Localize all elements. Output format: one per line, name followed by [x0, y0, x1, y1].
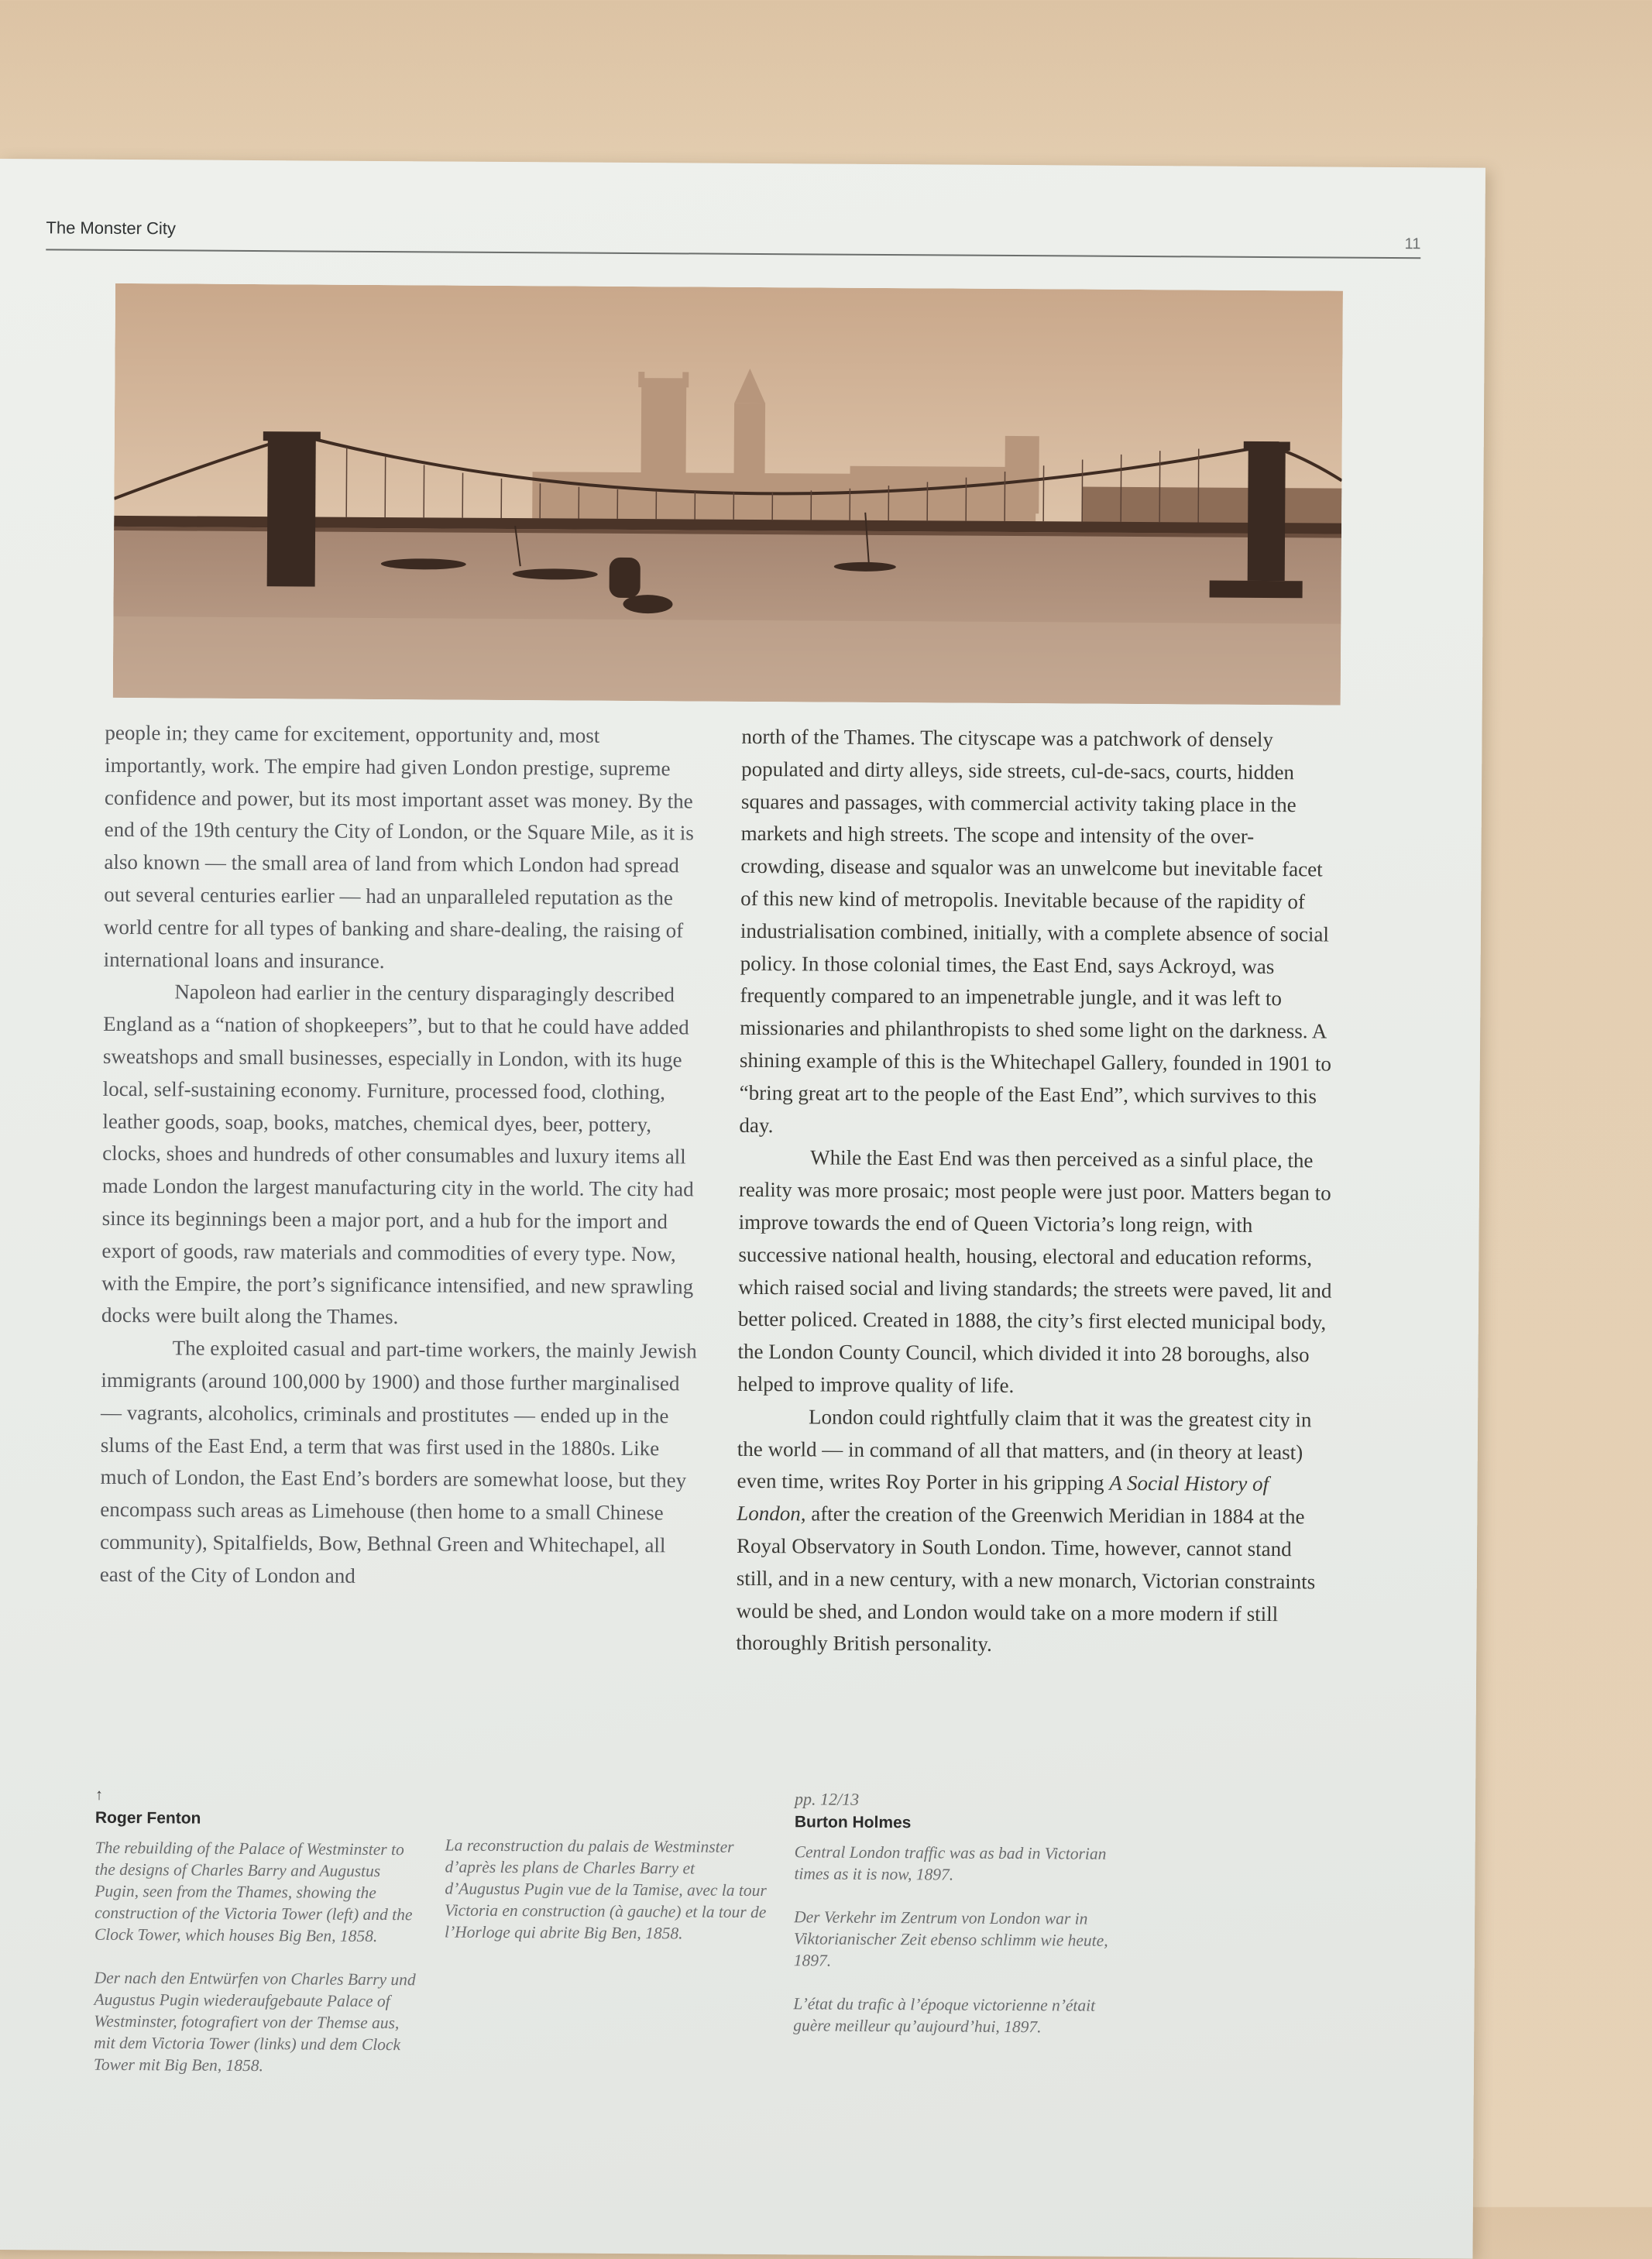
caption-german: Der nach den Entwürfen von Charles Barry und Augustus Pugin wiederaufgebaute Palace of Westminster, fotografiert von der Themse aus, mit dem Victoria Tower (links) und dem Clock Tower mit Big Ben, 1858.	[94, 1967, 420, 2078]
caption-photographer: Roger Fenton	[95, 1809, 421, 1830]
paragraph: While the East End was then perceived as a sinful place, the reality was more prosaic; most people were just poor. Matters began to improve towards the end of Queen Victoria’s long reign, with successive national health, housing, electoral and education reforms, which raised social and living standards; the streets were paved, lit and better policed. Created in 1888, the city’s first elected municipal body, the London County Council, which divided it into 28 boroughs, also helped to improve quality of life.	[737, 1142, 1334, 1404]
left-column	[100, 717, 702, 1595]
caption-photographer: Burton Holmes	[795, 1813, 1128, 1834]
paragraph: Napoleon had earlier in the century disparagingly described England as a “nation of shopkeepers”, but to that he could have added sweatshops and small businesses, especially in London, with its huge local, self-sustaining economy. Furniture, processed food, clothing, leather goods, soap, books, matches, chemical dyes, beer, pottery, clocks, shoes and hundreds of other consumables and luxury items all made London the largest manufacturing city in the world. The city had since its beginnings been a major port, and a hub for the import and export of goods, raw materials and commodities of every type. Now, with the Empire, the port’s significance intensified, and new sprawling docks were built along the Thames.	[101, 976, 700, 1335]
caption-french: La reconstruction du palais de Westminster d’après les plans de Charles Barry et d’Augustus Pugin vue de la Tamise, avec la tour Victoria en construction (à gauche) et la tour de l’Horloge qui abrite Big Ben, 1858.	[445, 1835, 771, 1945]
caption-fenton-french	[445, 1835, 771, 1967]
caption-german: Der Verkehr im Zentrum von London war in Viktorianischer Zeit ebenso schlimm wie heute, 1897.	[794, 1906, 1128, 1973]
caption-english: Central London traffic was as bad in Victorian times as it is now, 1897.	[794, 1841, 1127, 1887]
book-title: A Social History of London,	[737, 1471, 1269, 1525]
paragraph	[736, 1401, 1332, 1663]
paragraph-text: after the creation of the Greenwich Meridian in 1884 at the Royal Observatory in South London. Time, however, cannot stand still, and in a new century, with a new monarch, Victorian constraints would be shed, and London would take on a more modern if still thoroughly British personality.	[736, 1502, 1315, 1656]
bridge-photograph	[113, 283, 1343, 706]
caption-fenton	[94, 1786, 421, 2099]
page-header	[46, 218, 1420, 259]
running-title: The Monster City	[46, 218, 176, 239]
caption-french: L’état du trafic à l’époque victorienne n’était guère meilleur qu’aujourd’hui, 1897.	[793, 1993, 1126, 2038]
book-page	[0, 159, 1485, 2259]
page-number: 11	[1405, 235, 1421, 253]
bridge-photograph-image	[113, 283, 1343, 706]
body-columns	[105, 717, 1345, 725]
paragraph: The exploited casual and part-time workers, the mainly Jewish immigrants (around 100,000 by 1900) and those further marginalised — vagrants, alcoholics, criminals and prostitutes — ended up in the slums of the East End, a term that was first used in the 1880s. Like much of London, the East End’s borders are somewhat loose, but they encompass such areas as Limehouse (then home to a small Chinese community), Spitalfields, Bow, Bethnal Green and Whitechapel, all east of the City of London and	[100, 1332, 698, 1595]
paragraph: north of the Thames. The cityscape was a patchwork of densely populated and dirty alleys, side streets, cul-de-sacs, courts, hidden squares and passages, with commercial activity taking place in the markets and high streets. The scope and intensity of the over-crowding, disease and squalor was an unwelcome but inevitable facet of this new kind of metropolis. Inevitable because of the rapidity of industrialisation combined, initially, with a complete absence of social policy. In those colonial times, the East End, says Ackroyd, was frequently compared to an impenetrable jungle, and it was left to missionaries and philanthropists to shed some light on the darkness. A shining example of this is the Whitechapel Gallery, founded in 1901 to “bring great art to the people of the East End”, which survives to this day.	[739, 721, 1336, 1145]
up-arrow-icon: ↑	[95, 1786, 421, 1807]
caption-english: The rebuilding of the Palace of Westminster to the designs of Charles Barry and Augustus Pugin, seen from the Thames, showing the construction of the Victoria Tower (left) and the Clock Tower, which houses Big Ben, 1858.	[94, 1837, 421, 1948]
caption-page-ref: pp. 12/13	[795, 1790, 1128, 1811]
paragraph: people in; they came for excitement, opportunity and, most importantly, work. The empire had given London prestige, supreme confidence and power, but its most important asset was money. By the end of the 19th century the City of London, or the Square Mile, as it is also known — the small area of land from which London had spread out several centuries earlier — had an unparalleled reputation as the world centre for all types of banking and share-dealing, the raising of international loans and insurance.	[104, 717, 702, 980]
paragraph-text: London could rightfully claim that it was the greatest city in the world — in command of all that matters, and (in theory at least) even time, writes Roy Porter in his gripping	[737, 1405, 1311, 1495]
right-column	[736, 721, 1336, 1663]
captions	[95, 1786, 1334, 1794]
caption-holmes	[793, 1790, 1128, 2060]
